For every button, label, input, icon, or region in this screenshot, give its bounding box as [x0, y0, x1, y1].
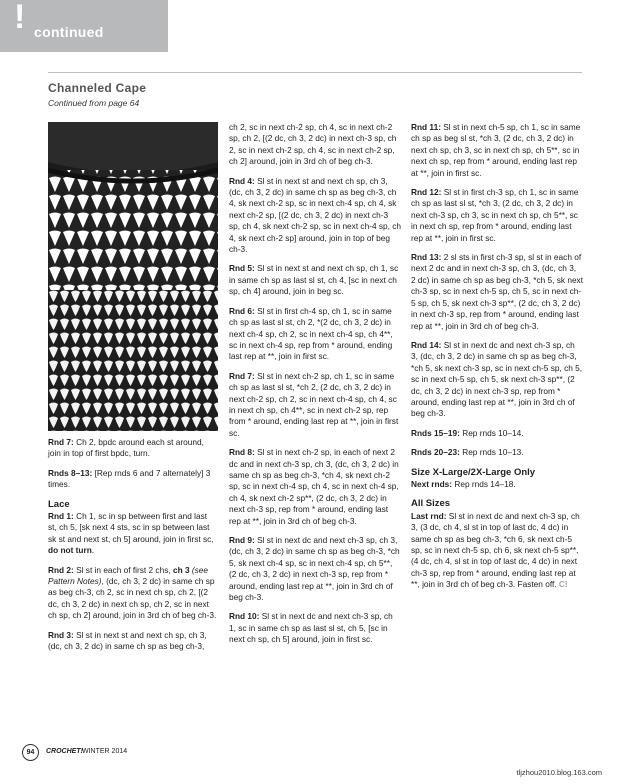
lace-heading: Lace: [48, 498, 70, 510]
article-title: Channeled Cape: [48, 81, 147, 95]
all-sizes-heading: All Sizes: [411, 498, 451, 510]
rnds-8-13-instruction: Rnds 8–13: [Rep rnds 6 and 7 alternately] 3 times.: [48, 467, 211, 490]
next-rnds-instruction: Next rnds: Rep rnds 14–18.: [411, 478, 516, 489]
rnd-14-instruction: Rnd 14: Sl st in next dc and next ch-3 sp, ch 3, (dc, ch 3, 2 dc) in same ch sp as beg ch-3, *ch 5, sk next ch-3 sp, sc in next ch-5 sp, ch 5, sc in next ch-5 sp, ch 5, sk next ch-3 sp**, (2 dc, ch 3, 2 dc) in next ch-3 sp, rep from * around, ending last rep at **, join in 3rd ch of beg ch-3.: [411, 339, 583, 419]
rnd-7-lace-instruction: Rnd 7: Sl st in next ch-2 sp, ch 1, sc in same ch sp as last sl st, *ch 2, (2 dc, ch 3, 2 dc) in next ch-2 sp, ch 2, sc in next ch-4 sp, ch 4, sc in next ch sp, ch 4**, sc in next ch-2 sp, rep from * around, ending last rep at **, join in first sc.: [229, 370, 399, 438]
column-3: [411, 122, 583, 599]
column-1: [48, 437, 218, 661]
column-2: [229, 122, 401, 654]
rnd-9-instruction: Rnd 9: Sl st in next dc and next ch-3 sp, ch 3, (dc, ch 3, 2 dc) in same ch sp as beg ch-3, *ch 5, sk next ch-4 sp, sc in next ch-4 sp, ch 5**, (2 dc, ch 3, 2 dc) in next ch-3 sp, rep from * around, ending last rep at **, join in 3rd ch of beg ch-3.: [229, 535, 400, 603]
rnds-15-19-instruction: Rnds 15–19: Rep rnds 10–14.: [411, 427, 524, 438]
rnd-7-instruction: Rnd 7: Ch 2, bpdc around each st around, join in top of first bpdc, turn.: [48, 437, 204, 459]
rnd-5-instruction: Rnd 5: Sl st in next st and next ch sp, ch 1, sc in same ch sp as last sl st, ch 4, [sc in next ch sp, ch 4] around, join in beg sc.: [229, 263, 399, 297]
lace-cape-photo: [48, 122, 218, 431]
lace-pattern-image: [48, 122, 218, 431]
continued-from-note: Continued from page 64: [48, 98, 140, 108]
watermark: tljzhou2010.blog.163.com: [516, 768, 602, 777]
page-number: 94: [22, 744, 39, 761]
rnd-8-instruction: Rnd 8: Sl st in next ch-2 sp, in each of next 2 dc and in next ch-3 sp, ch 3, (dc, ch 3, 2 dc) in same ch sp as beg ch-3, *ch 4, sk next ch-2 sp, sc in next ch-4 sp, ch 4, sc in next ch-4 sp, ch 4, sk next ch-2 sp**, (2 dc, ch 3, 2 dc) in next ch-3 sp, rep from * around, ending last rep at **, join in 3rd ch of beg ch-3.: [229, 447, 399, 526]
end-mark: C!: [558, 579, 568, 590]
rnd-6-instruction: Rnd 6: Sl st in first ch-4 sp, ch 1, sc in same ch sp as last sl st, ch 2, *(2 dc, ch 3, 2 dc) in next ch-4 sp, ch 2, sc in next ch-4 sp, ch 4**, sc in next ch-4 sp, rep from * around, ending last rep at **, join in first sc.: [229, 305, 393, 362]
top-divider: [48, 72, 582, 73]
last-rnd-instruction: Last rnd: Sl st in next dc and next ch-3 sp, ch 3, (3 dc, ch 4, sl st in top of last dc, 4 dc) in same ch sp as beg ch-3, *ch 6, sk next ch-5 sp, sc in next ch-5 sp, ch 6, sk next ch-5 sp**, (4 dc, ch 4, sl st in top of last dc, 4 dc) in next ch-3 sp, rep from * around, ending last rep at **, join in 3rd ch of beg ch-3. Fasten off. C!: [411, 510, 580, 590]
tab-exclamation-mark: !: [14, 0, 26, 36]
lace-rnd-2-instruction: Rnd 2: Sl st in each of first 2 chs, ch 3 (see Pattern Notes), (dc, ch 3, 2 dc) in same ch sp as beg ch-3, ch 2, sc in next ch sp, ch 2, [(2 dc, ch 3, 2 dc) in next ch sp, ch 2, sc in next ch sp, ch 2] around, join in 3rd ch of beg ch-3.: [48, 564, 217, 621]
magazine-name: CROCHET!: [46, 748, 83, 755]
rnd-10-instruction: Rnd 10: Sl st in next dc and next ch-3 sp, ch 1, sc in same ch sp as last sl st, ch 5, [sc in next ch sp, ch 5] around, join in first sc.: [229, 611, 393, 645]
rnd-12-instruction: Rnd 12: Sl st in first ch-3 sp, ch 1, sc in same ch sp as last sl st, *ch 3, (2 dc, ch 3, 2 dc) in next ch-3 sp, ch 3, sc in next ch sp, ch 5**, sc in next ch sp, rep from * around, ending last rep at **, join in first sc.: [411, 187, 579, 243]
size-xl-heading: Size X-Large/2X-Large Only: [411, 466, 536, 478]
section-tab: [0, 0, 168, 52]
tab-label: continued: [34, 24, 104, 40]
lace-rnd-3-instruction: Rnd 3: Sl st in next st and next ch sp, ch 3, (dc, ch 3, 2 dc) in same ch sp as beg ch-3,: [48, 629, 207, 652]
rnd-11-instruction: Rnd 11: Sl st in next ch-5 sp, ch 1, sc in same ch sp as beg sl st, *ch 3, (2 dc, ch 3, 2 dc) in next ch sp, ch 3, sc in next ch sp, ch 5**, sc in next ch sp, rep from * around, ending last rep at **, join in first sc.: [411, 122, 581, 178]
rnd-13-instruction: Rnd 13: 2 sl sts in first ch-3 sp, sl st in each of next 2 dc and in next ch-3 sp, ch 3, (dc, ch 3, 2 dc) in same ch sp as beg ch-3, *ch 5, sk next ch-3 sp, sc in next ch-5 sp, ch 5, sc in next ch-5 sp, ch 5, sk next ch-3 sp**, (2 dc, ch 3, 2 dc) in next ch-3 sp, rep from * around, ending last rep at **, join in 3rd ch of beg ch-3.: [411, 252, 584, 331]
rnds-20-23-instruction: Rnds 20–23: Rep rnds 10–13.: [411, 447, 524, 458]
issue-date: WINTER 2014: [82, 748, 128, 755]
rnd-4-instruction: Rnd 4: Sl st in next st and next ch sp, ch 3, (dc, ch 3, 2 dc) in same ch sp as beg ch-3, ch 4, sk next ch-2 sp, sc in next ch-4 sp, ch 4, sk next ch-2 sp, [(2 dc, ch 3, 2 dc) in next ch-3 sp, ch 4, sk next ch-2 sp, sc in next ch-4 sp, ch 4, sk next ch-2 sp] around, join in top of beg ch-3.: [229, 175, 402, 255]
rnd-3-continuation: ch 2, sc in next ch-2 sp, ch 4, sc in next ch-2 sp, ch 2, [(2 dc, ch 3, 2 dc) in next ch-3 sp, ch 2, sc in next ch-2 sp, ch 4, sc in next ch-2 sp, ch 2] around, join in 3rd ch of beg ch-3.: [229, 122, 397, 167]
lace-rnd-1-instruction: Rnd 1: Ch 1, sc in sp between first and last st, ch 5, [sk next 4 sts, sc in sp between last sk st and next st, ch 5] around, join in first sc, do not turn.: [48, 511, 214, 556]
